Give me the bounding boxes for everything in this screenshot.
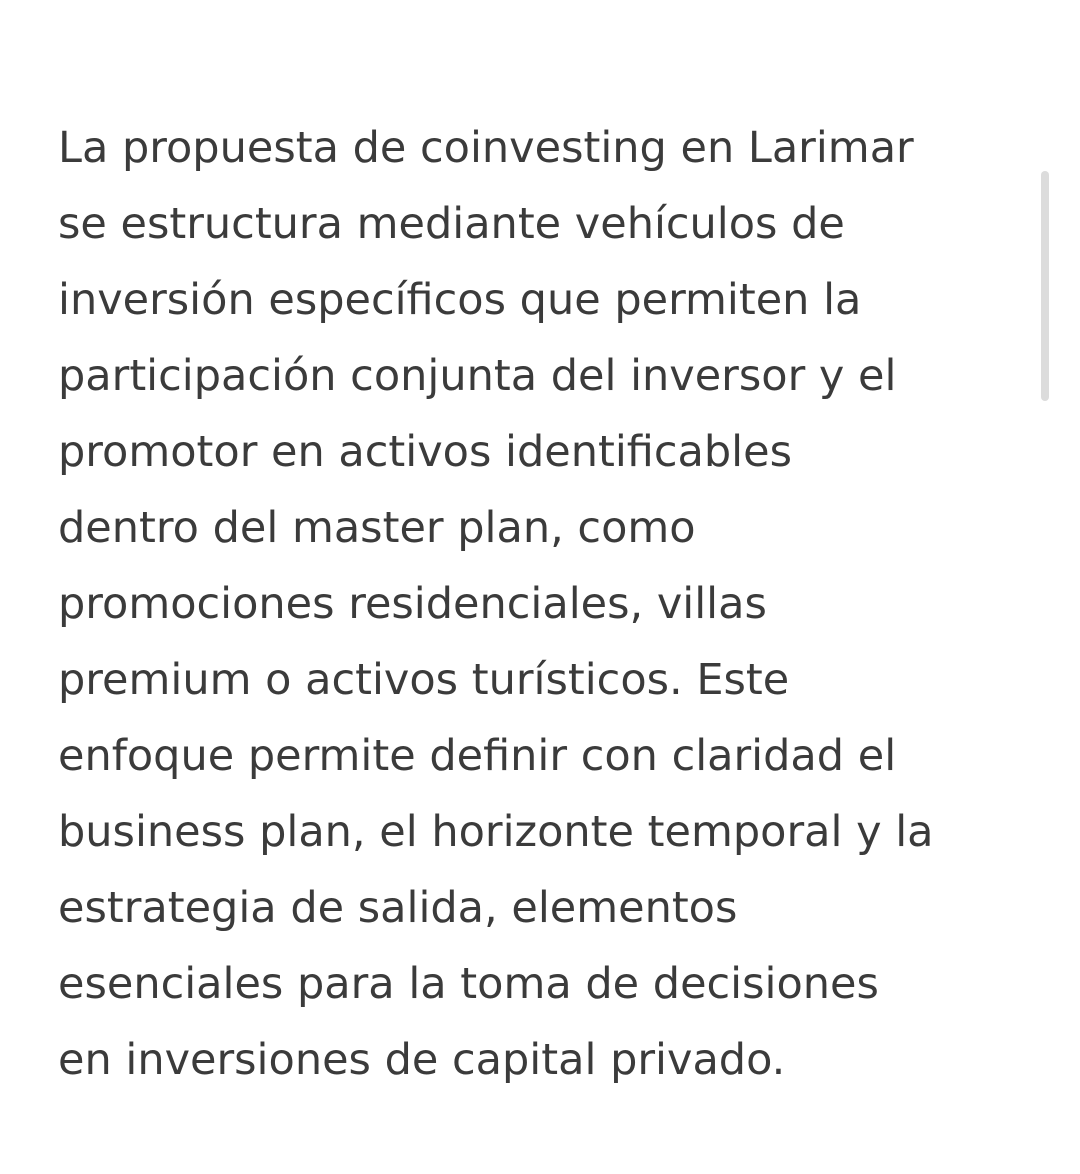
paragraph-line: esenciales para la toma de decisiones [58, 959, 879, 1009]
paragraph-line: estrategia de salida, elementos [58, 883, 738, 933]
paragraph-line: promotor en activos identificables [58, 427, 792, 477]
body-paragraph [58, 110, 934, 1098]
paragraph-line: business plan, el horizonte temporal y la [58, 807, 934, 857]
paragraph-line: participación conjunta del inversor y el [58, 351, 897, 401]
paragraph-line: enfoque permite definir con claridad el [58, 731, 897, 781]
paragraph-line: dentro del master plan, como [58, 503, 696, 553]
paragraph-line: promociones residenciales, villas [58, 579, 767, 629]
paragraph-line: en inversiones de capital privado. [58, 1035, 786, 1085]
paragraph-line: se estructura mediante vehículos de [58, 199, 845, 249]
paragraph-line: La propuesta de coinvesting en Larimar [58, 123, 914, 173]
paragraph-line: premium o activos turísticos. Este [58, 655, 790, 705]
vertical-scrollbar[interactable] [1041, 171, 1049, 401]
paragraph-line: inversión específicos que permiten la [58, 275, 862, 325]
